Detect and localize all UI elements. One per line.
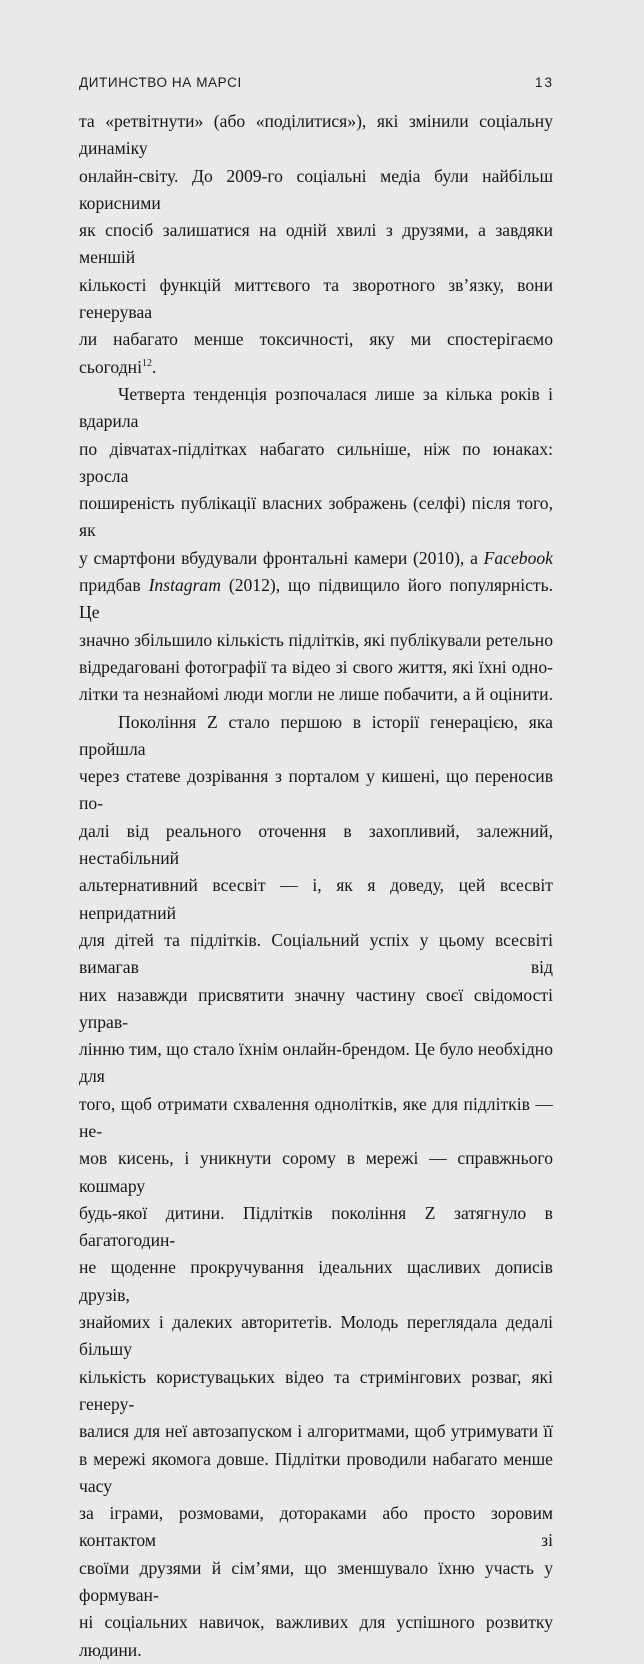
text-segment: . [151,356,157,377]
text-line: кількості функцій миттєвого та зворотного зв’язку, вони генеруваа [79,274,553,323]
text-line: валися для неї автозапуском і алгоритмами, щоб утримувати її [79,1421,553,1442]
text-line [79,572,553,627]
text-line: своїми друзями й сім’ями, що зменшувало їхню участь у формуван- [79,1557,553,1606]
text-line: них назавжди присвятити значну частину своєї свідомості управ- [79,984,553,1032]
text-segment: у смартфони вбудували фронтальні камери (2010), а [79,547,484,568]
text-line [79,545,553,572]
body-text [79,108,553,1664]
text-line: далі від реального оточення в захопливий, залежний, нестабільний [79,820,553,869]
text-line: значно збільшило кількість підлітків, які публікували ретельно [79,629,553,650]
text-line: відредаговані фотографії та відео зі свого життя, які їхні одно- [79,656,553,677]
text-line: для дітей та підлітків. Соціальний успіх у цьому всесвіті вимагав від [79,929,553,978]
text-line: в мережі якомога довше. Підлітки проводили набагато менше часу [79,1448,553,1496]
text-line: через статеве дозрівання з порталом у кишені, що переносив по- [79,766,553,814]
text-line: Покоління Z стало першою в історії генерацією, яка пройшла [79,711,553,759]
text-line: того, щоб отримати схвалення однолітків, яке для підлітків — не- [79,1093,553,1141]
page-number: 13 [534,74,554,90]
text-line: по дівчатах-підлітках набагато сильніше, ніж по юнаках: зросла [79,438,553,486]
running-header [79,73,554,91]
text-line: літки та незнайомі люди могли не лише побачити, а й оцінити. [79,684,553,705]
text-segment: (2012), що підвищило його популярність. Це [79,575,554,623]
text-line: поширеність публікації власних зображень (селфі) після того, як [79,493,553,541]
text-line: онлайн-світу. До 2009-го соціальні медіа були найбільш корисними [79,165,553,213]
text-emphasis: Facebook [483,547,553,568]
text-line: будь-якої дитини. Підлітків покоління Z затягнуло в багатогодин- [79,1202,553,1251]
text-line: не щоденне прокручування ідеальних щасливих дописів друзів, [79,1257,553,1305]
text-segment: придбав [79,575,149,596]
text-segment: ли набагато менше токсичності, яку ми спостерігаємо сьогодні [79,329,553,377]
text-line: як спосіб залишатися на одній хвилі з друзями, а завдяки меншій [79,220,553,268]
text-line: та «ретвітнути» (або «поділитися»), які змінили соціальну динаміку [79,111,553,159]
running-title: ДИТИНСТВО НА МАРСІ [79,74,242,90]
text-line: за іграми, розмовами, дотораками або просто зоровим контактом зі [79,1503,553,1551]
text-line: лінню тим, що стало їхнім онлайн-брендом. Це було необхідно для [79,1039,553,1087]
text-emphasis: Instagram [148,575,221,596]
text-line: альтернативний всесвіт — і, як я доведу, цей всесвіт непридатний [79,875,553,923]
footnote-ref: 12 [141,357,152,369]
text-line: мов кисень, і уникнути сорому в мережі — справжнього кошмару [79,1148,553,1196]
text-line: кількість користувацьких відео та стримінгових розваг, які генеру- [79,1366,553,1414]
text-line [79,326,553,381]
text-line: ні соціальних навичок, важливих для успішного розвитку людини. [79,1612,553,1660]
text-line: знайомих і далеких авторитетів. Молодь переглядала дедалі більшу [79,1312,553,1360]
text-line: Четверта тенденція розпочалася лише за кілька років і вдарила [79,383,553,432]
